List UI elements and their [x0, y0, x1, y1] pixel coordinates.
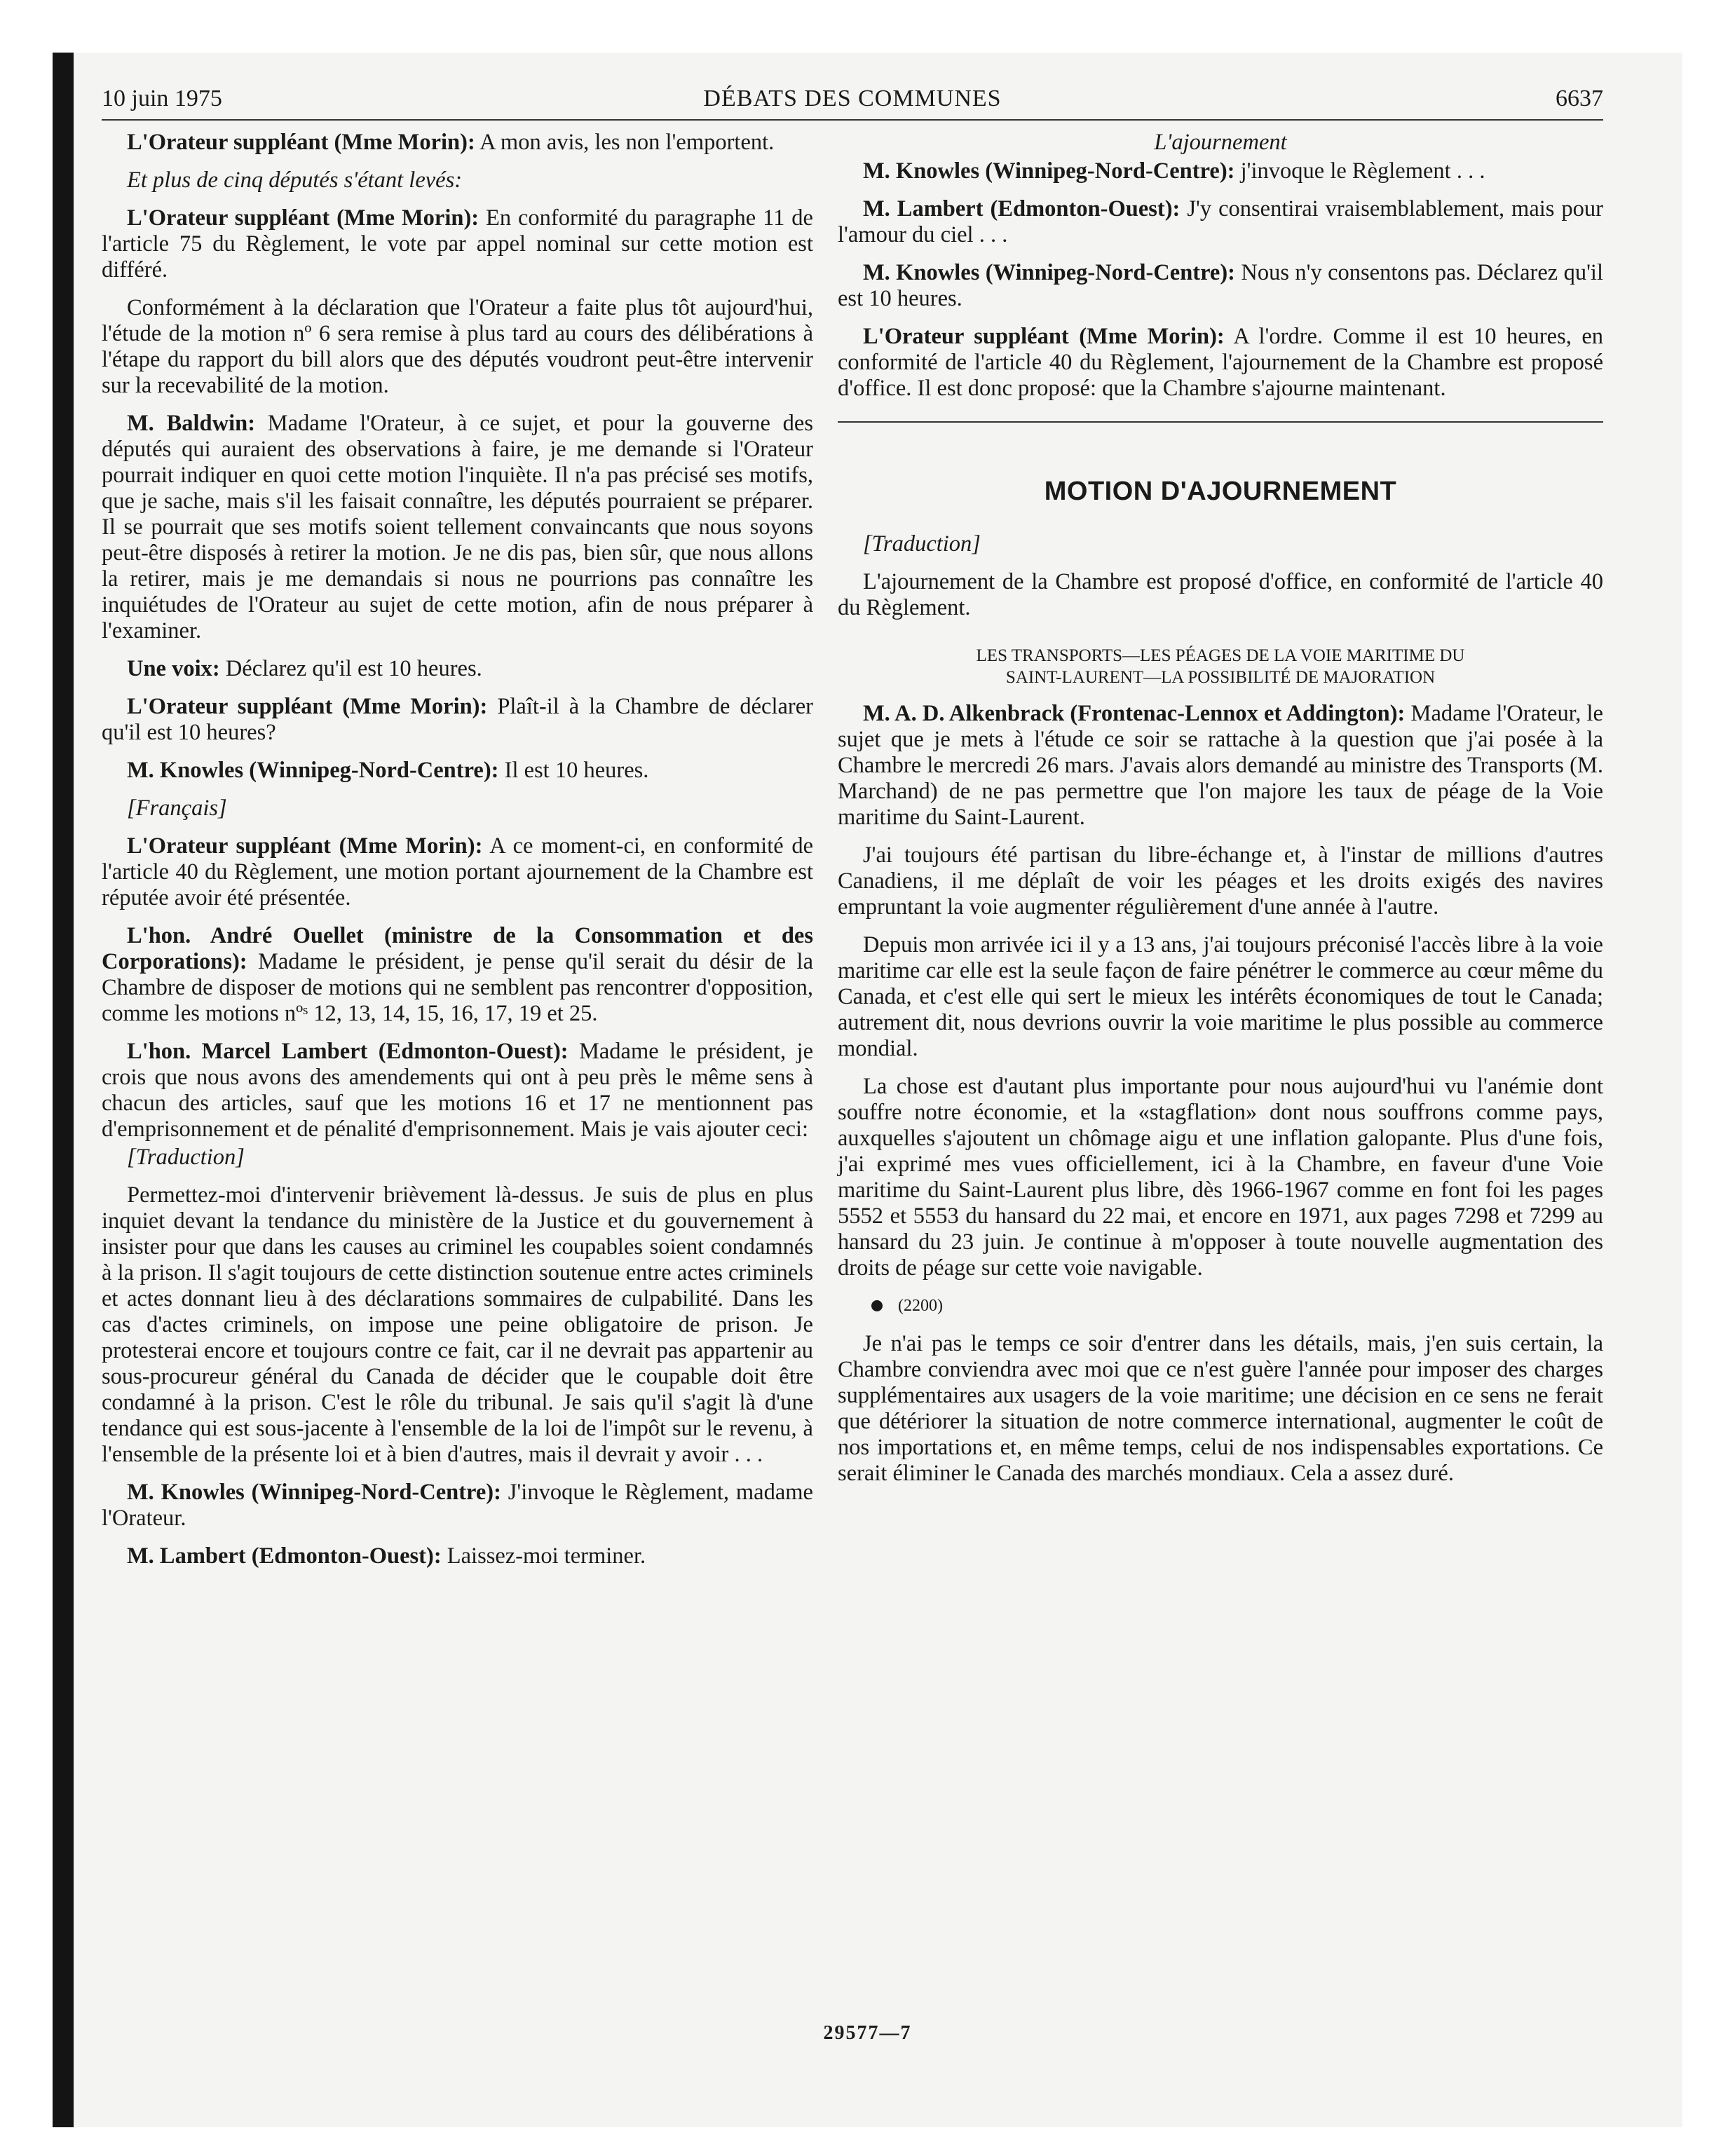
paragraph-text: Madame l'Orateur, le sujet que je mets à l'étude ce soir se rattache à la question que j'ai posée à la Chambre le mercredi 26 mars. J'avais alors demandé au ministre des Transports (M. Marchand) de ne pas permettre que l'on majore les taux de péage de la Voie maritime du Saint-Laurent. — [838, 701, 1603, 830]
paragraph-text: J'y consentirai vraisemblablement, mais pour l'amour du ciel . . . — [838, 196, 1603, 247]
paragraph-text: Nous n'y consentons pas. Déclarez qu'il est 10 heures. — [838, 260, 1603, 311]
paragraph-text: J'ai toujours été partisan du libre-échange et, à l'instar de millions d'autres Canadiens, il me déplaît de voir les péages et les droits exigés des navires empruntant la voie augmenter régulièrement d'une année à l'autre. — [838, 842, 1603, 920]
paragraph-text: A l'ordre. Comme il est 10 heures, en conformité de l'article 40 du Règlement, l'ajournement de la Chambre est proposé d'office. Il est donc proposé: que la Chambre s'ajourne maintenant. — [838, 324, 1603, 401]
paragraph-text: L'ajournement de la Chambre est proposé d'office, en conformité de l'article 40 du Règlement. — [838, 569, 1603, 620]
paragraph — [102, 656, 813, 682]
speaker-name: M. Lambert (Edmonton-Ouest): — [127, 1543, 442, 1569]
paragraph — [102, 130, 813, 156]
paragraph-text: j'invoque le Règlement . . . — [1234, 158, 1485, 184]
speaker-name: L'hon. André Ouellet (ministre de la Consommation et des Corporations): — [102, 923, 813, 974]
paragraph-text: Il est 10 heures. — [498, 758, 649, 783]
paragraph-text: Depuis mon arrivée ici il y a 13 ans, j'ai toujours préconisé l'accès libre à la voie maritime car elle est la seule façon de faire pénétrer le commerce au cœur même du Canada, et c'est elle qui sert le mieux les intérêts économiques de tout le Canada; autrement dit, nous devrions ouvrir la voie maritime le plus possible au commerce mondial. — [838, 932, 1603, 1061]
paragraph — [102, 205, 813, 283]
subject-heading-line: SAINT-LAURENT—LA POSSIBILITÉ DE MAJORATION — [1005, 668, 1436, 687]
bullet-icon — [871, 1300, 883, 1311]
section-title: MOTION D'AJOURNEMENT — [1044, 477, 1397, 506]
scan-margin-bottom — [0, 2127, 1735, 2156]
speaker-name: Une voix: — [127, 656, 220, 681]
paragraph — [102, 758, 813, 784]
paragraph-text: Permettez-moi d'intervenir brièvement là-dessus. Je suis de plus en plus inquiet devant la tendance du ministère de la Justice et du gouvernement à insister pour que dans les causes au criminel les coupables soient condamnés à la prison. Il s'agit toujours de cette distinction soutenue entre actes criminels et actes donnant lieu à des déclarations sommaires de culpabilité. Dans les cas d'actes criminels, on impose une peine obligatoire de prison. Je protesterai encore et toujours contre ce fait, car il ne devrait pas appartenir au sous-procureur général du Canada de décider que le coupable doit être condamné à la prison. C'est le rôle du tribunal. Je sais qu'il s'agit là d'une tendance qui est sous-jacente à l'ensemble de la loi de l'impôt sur le revenu, à l'ensemble de la présente loi et à bien d'autres, mais il devrait y avoir . . . — [102, 1182, 813, 1467]
speaker-name: L'Orateur suppléant (Mme Morin): — [127, 130, 475, 155]
paragraph-text: Je n'ai pas le temps ce soir d'entrer dans les détails, mais, j'en suis certain, la Chambre conviendra avec moi que ce n'est guère l'année pour imposer des charges supplémentaires aux usagers de la voie maritime; une décision en ce sens ne ferait que détériorer la situation de notre commerce international, augmenter le coût de nos importations et, en même temps, celui de nos indispensables exportations. Ce serait éliminer le Canada des marchés mondiaux. Cela a assez duré. — [838, 1331, 1603, 1486]
scan-margin-right — [1682, 53, 1735, 2127]
speaker-name: M. Baldwin: — [127, 411, 256, 436]
language-label: [Traduction] — [863, 531, 981, 557]
paragraph — [102, 1480, 813, 1531]
right-column — [838, 130, 1603, 1499]
paragraph-text: Plaît-il à la Chambre de déclarer qu'il est 10 heures? — [102, 694, 813, 745]
paragraph — [102, 833, 813, 911]
speaker-name: L'Orateur suppléant (Mme Morin): — [127, 205, 479, 231]
paragraph — [838, 324, 1603, 402]
paragraph-text: Déclarez qu'il est 10 heures. — [219, 656, 482, 681]
paragraph-text: Conformément à la déclaration que l'Orateur a faite plus tôt aujourd'hui, l'étude de la motion nº 6 sera remise à plus tard au cours des délibérations à l'étape du rapport du bill alors que des députés voudront peut-être intervenir sur la recevabilité de la motion. — [102, 295, 813, 398]
paragraph-text: Madame l'Orateur, à ce sujet, et pour la gouverne des députés qui auraient des observations à faire, je me demande si l'Orateur pourrait indiquer en quoi cette motion l'inquiète. Il n'a pas précisé ses motifs, que je sache, mais s'il les faisait connaître, les députés pourraient se préparer. Il se pourrait que ses motifs soient tellement convaincants que nous soyons peut-être disposés à retirer la motion. Je ne dis pas, bien sûr, que nous allons la retirer, mais je me demandais si nous ne pourrions pas connaître les inquiétudes de l'Orateur au sujet de cette motion, afin de nous préparer à l'examiner. — [102, 411, 813, 643]
paragraph — [102, 1543, 813, 1569]
speaker-name: L'Orateur suppléant (Mme Morin): — [127, 833, 483, 859]
speaker-name: M. Lambert (Edmonton-Ouest): — [863, 196, 1181, 221]
paragraph-text: Madame le président, je crois que nous avons des amendements qui ont à peu près le même sens à chacun des articles, sauf que les motions 16 et 17 ne mentionnent pas d'emprisonnement et de pénalité d'emprisonnement. Mais je vais ajouter ceci: — [102, 1039, 813, 1142]
paragraph — [838, 158, 1603, 184]
paragraph-text: A mon avis, les non l'emportent. — [475, 130, 775, 155]
section-divider — [838, 421, 1603, 423]
speaker-name: L'Orateur suppléant (Mme Morin): — [863, 324, 1225, 349]
speaker-name: M. Knowles (Winnipeg-Nord-Centre): — [127, 758, 499, 783]
left-column — [102, 130, 813, 1581]
scan-binding-shadow — [53, 53, 74, 2127]
time-marker — [838, 1293, 1603, 1319]
paragraph — [102, 1039, 813, 1142]
paragraph — [102, 694, 813, 746]
paragraph — [838, 196, 1603, 248]
subject-heading — [838, 645, 1603, 688]
paragraph-text: J'invoque le Règlement, madame l'Orateur. — [102, 1480, 813, 1531]
speaker-name: M. A. D. Alkenbrack (Frontenac-Lennox et Addington): — [863, 701, 1406, 726]
paragraph — [838, 701, 1603, 831]
paragraph — [838, 260, 1603, 312]
section-label: L'ajournement — [1154, 130, 1287, 155]
page-header — [102, 86, 1603, 119]
header-date: 10 juin 1975 — [102, 86, 222, 111]
paragraph-text: Madame le président, je pense qu'il serait du désir de la Chambre de disposer de motions qui ne semblent pas rencontrer d'opposition, comme les motions nºˢ 12, 13, 14, 15, 16, 17, 19 et 25. — [102, 949, 813, 1026]
paragraph-text: Laissez-moi terminer. — [441, 1543, 646, 1569]
language-label: [Traduction] — [127, 1145, 245, 1170]
header-page-number: 6637 — [1556, 86, 1603, 111]
page-footer-code: 29577—7 — [823, 2022, 912, 2044]
subject-heading-line: LES TRANSPORTS—LES PÉAGES DE LA VOIE MARITIME DU — [976, 646, 1465, 665]
speaker-name: L'hon. Marcel Lambert (Edmonton-Ouest): — [127, 1039, 569, 1064]
paragraph-text: A ce moment-ci, en conformité de l'article 40 du Règlement, une motion portant ajournement de la Chambre est réputée avoir été présentée. — [102, 833, 813, 910]
scan-margin-top — [0, 0, 1735, 53]
paragraph — [102, 411, 813, 644]
paragraph — [102, 923, 813, 1027]
speaker-name: L'Orateur suppléant (Mme Morin): — [127, 694, 488, 719]
speaker-name: M. Knowles (Winnipeg-Nord-Centre): — [863, 260, 1235, 285]
time-marker-text: (2200) — [898, 1297, 943, 1315]
header-title: DÉBATS DES COMMUNES — [703, 86, 1002, 111]
header-rule — [102, 119, 1603, 121]
speaker-name: M. Knowles (Winnipeg-Nord-Centre): — [863, 158, 1235, 184]
stage-direction: Et plus de cinq députés s'étant levés: — [127, 168, 463, 193]
paragraph-text: En conformité du paragraphe 11 de l'article 75 du Règlement, le vote par appel nominal sur cette motion est différé. — [102, 205, 813, 282]
paragraph-text: La chose est d'autant plus importante pour nous aujourd'hui vu l'anémie dont souffre notre économie, et la «stagflation» dont nous souffrons comme pays, auxquelles s'ajoutent un chômage aigu et une inflation galopante. Plus d'une fois, j'ai exprimé mes vues officiellement, ici à la Chambre, en faveur d'une Voie maritime du Saint-Laurent plus libre, dès 1966-1967 comme en font foi les pages 5552 et 5553 du hansard du 22 mai, et encore en 1971, aux pages 7298 et 7299 au hansard du 23 juin. Je continue à m'opposer à toute nouvelle augmentation des droits de péage sur cette voie navigable. — [838, 1074, 1603, 1281]
language-label: [Français] — [127, 796, 227, 821]
speaker-name: M. Knowles (Winnipeg-Nord-Centre): — [127, 1480, 501, 1505]
